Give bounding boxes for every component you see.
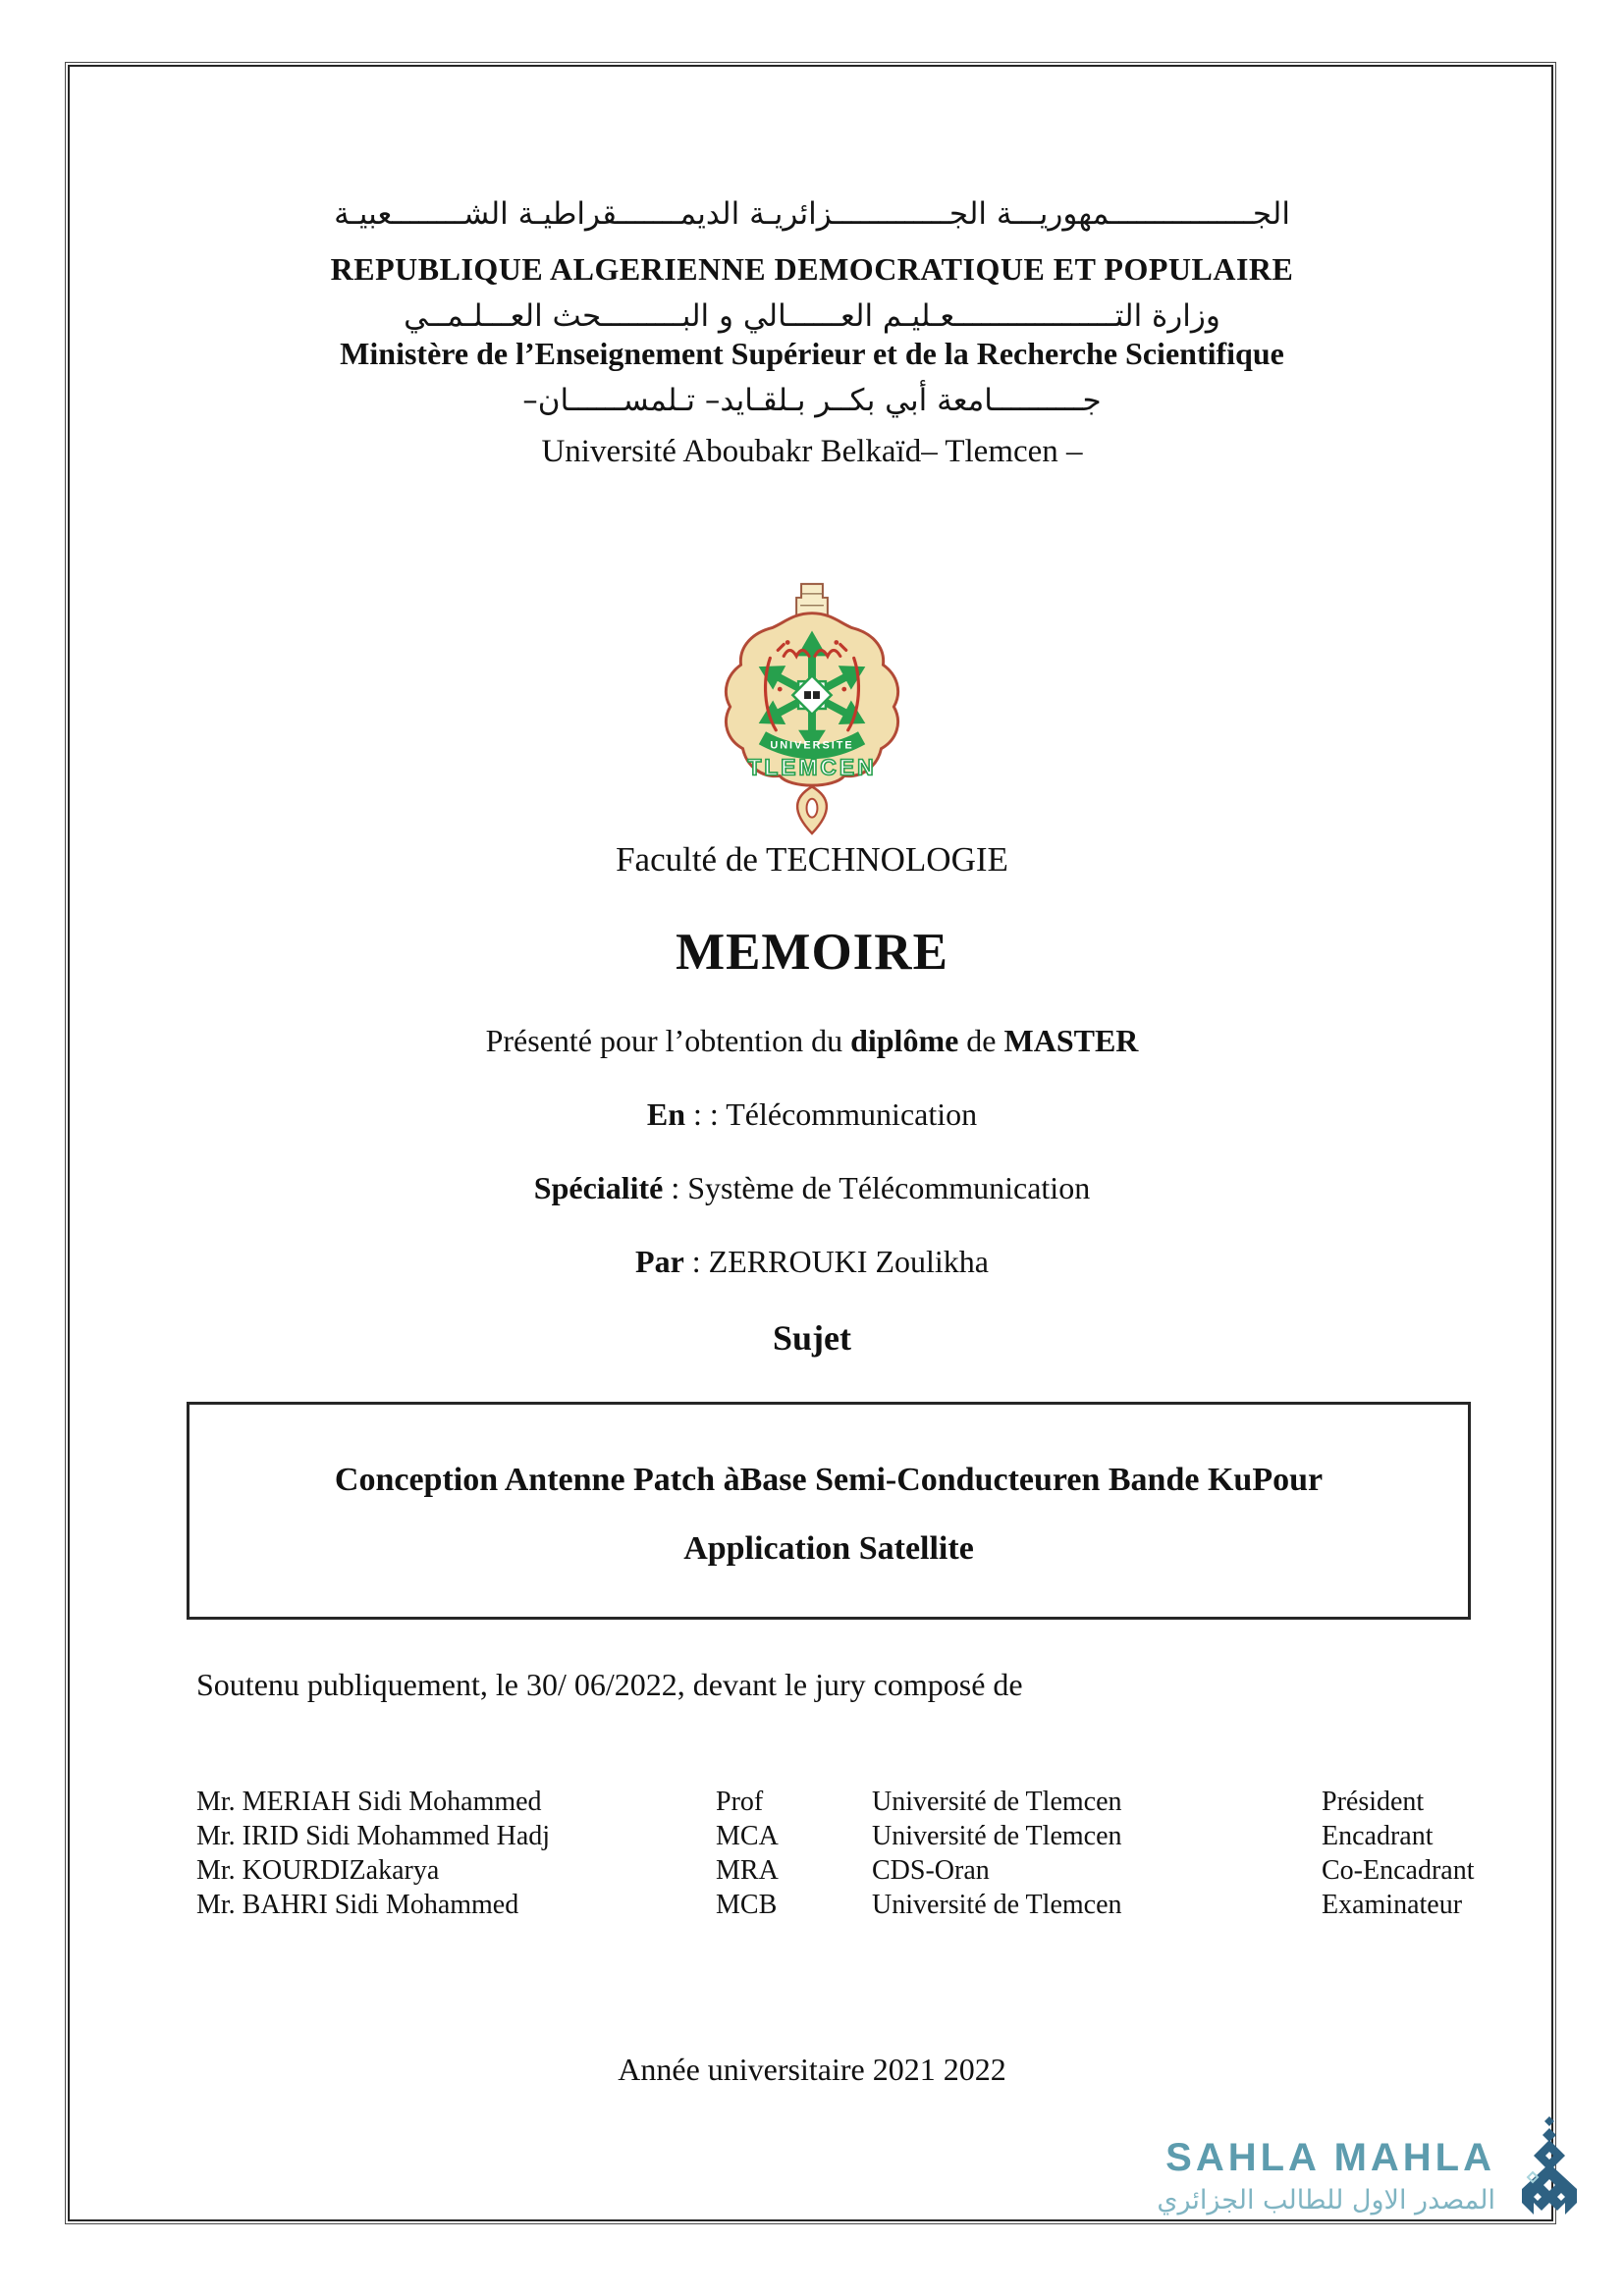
- header-republic-line: REPUBLIQUE ALGERIENNE DEMOCRATIQUE ET POPULAIRE: [330, 251, 1294, 287]
- speciality-line: [66, 1168, 1558, 1207]
- jury-member-institution: Université de Tlemcen: [872, 1821, 1122, 1851]
- author-line: [66, 1242, 1558, 1281]
- degree-line-part1: Présenté pour l’obtention du: [485, 1023, 851, 1058]
- header-ministry-line: Ministère de l’Enseignement Supérieur et de la Recherche Scientifique: [340, 336, 1284, 371]
- watermark: [1075, 2136, 1495, 2217]
- speciality-label: Spécialité: [533, 1170, 664, 1205]
- header-arabic-ministry: وزارة التــــــــــــــــــعـليـم العــــــالي و البـــــــــحث العـــلـمــي: [404, 298, 1220, 334]
- author-label: Par: [635, 1244, 684, 1279]
- defense-line: Soutenu publiquement, le 30/ 06/2022, devant le jury composé de: [196, 1667, 1023, 1702]
- main-title: MEMOIRE: [676, 924, 948, 981]
- academic-year-line: Année universitaire 2021 2022: [618, 2052, 1006, 2087]
- jury-row: [196, 1785, 1502, 1819]
- degree-line-diplome: diplôme: [850, 1023, 959, 1058]
- jury-member-role: Encadrant: [1322, 1821, 1434, 1851]
- subject-label: Sujet: [773, 1318, 851, 1358]
- subject-title-line2: Application Satellite: [683, 1530, 974, 1567]
- degree-line: [66, 1021, 1558, 1060]
- faculty-line: Faculté de TECHNOLOGIE: [616, 840, 1008, 879]
- watermark-tagline: المصدر الاول للطالب الجزائري: [1157, 2185, 1495, 2216]
- jury-member-grade: MCA: [716, 1821, 779, 1851]
- watermark-ornament-icon: [1518, 2116, 1581, 2216]
- logo-banner-text: UNIVERSITE: [770, 739, 854, 752]
- jury-row: [196, 1819, 1502, 1853]
- subject-box: [187, 1402, 1471, 1620]
- header-arabic-university: جــــــــــامعة أبي بكــر بـلقـايد– تـلمســــــان–: [522, 383, 1102, 418]
- jury-member-institution: CDS-Oran: [872, 1855, 990, 1886]
- jury-member-grade: Prof: [716, 1787, 764, 1817]
- degree-line-master: MASTER: [1003, 1023, 1139, 1058]
- jury-table: [196, 1785, 1502, 1922]
- jury-member-institution: Université de Tlemcen: [872, 1890, 1122, 1920]
- jury-member-name: Mr. MERIAH Sidi Mohammed: [196, 1787, 542, 1817]
- jury-row: [196, 1888, 1502, 1922]
- jury-member-institution: Université de Tlemcen: [872, 1787, 1122, 1817]
- field-line: [66, 1095, 1558, 1134]
- jury-member-role: Co-Encadrant: [1322, 1855, 1475, 1886]
- university-tlemcen-logo: [719, 572, 905, 835]
- degree-line-part2: de: [958, 1023, 1004, 1058]
- jury-member-name: Mr. KOURDIZakarya: [196, 1855, 440, 1886]
- field-value: : : Télécommunication: [685, 1096, 978, 1132]
- field-label: En: [646, 1096, 686, 1132]
- jury-member-grade: MRA: [716, 1855, 779, 1886]
- jury-row: [196, 1853, 1502, 1888]
- jury-member-grade: MCB: [716, 1890, 778, 1920]
- university-logo-icon: [719, 572, 905, 835]
- author-value: : ZERROUKI Zoulikha: [683, 1244, 989, 1279]
- subject-title-line1: Conception Antenne Patch àBase Semi-Conducteuren Bande KuPour: [334, 1462, 1324, 1498]
- jury-member-role: Président: [1322, 1787, 1425, 1817]
- speciality-value: : Système de Télécommunication: [663, 1170, 1091, 1205]
- jury-member-name: Mr. BAHRI Sidi Mohammed: [196, 1890, 519, 1920]
- watermark-brand: SAHLA MAHLA: [1165, 2136, 1495, 2179]
- jury-member-role: Examinateur: [1322, 1890, 1463, 1920]
- logo-city-text: TLEMCEN: [747, 754, 877, 780]
- jury-member-name: Mr. IRID Sidi Mohammed Hadj: [196, 1821, 551, 1851]
- header-arabic-republic: الجــــــــــــــــمهوريـــة الجـــــــــــــزائريـة الديمـــــــقراطيـة الشــــــــعبيـة: [334, 196, 1290, 232]
- header-university-line: Université Aboubakr Belkaïd– Tlemcen –: [541, 434, 1083, 469]
